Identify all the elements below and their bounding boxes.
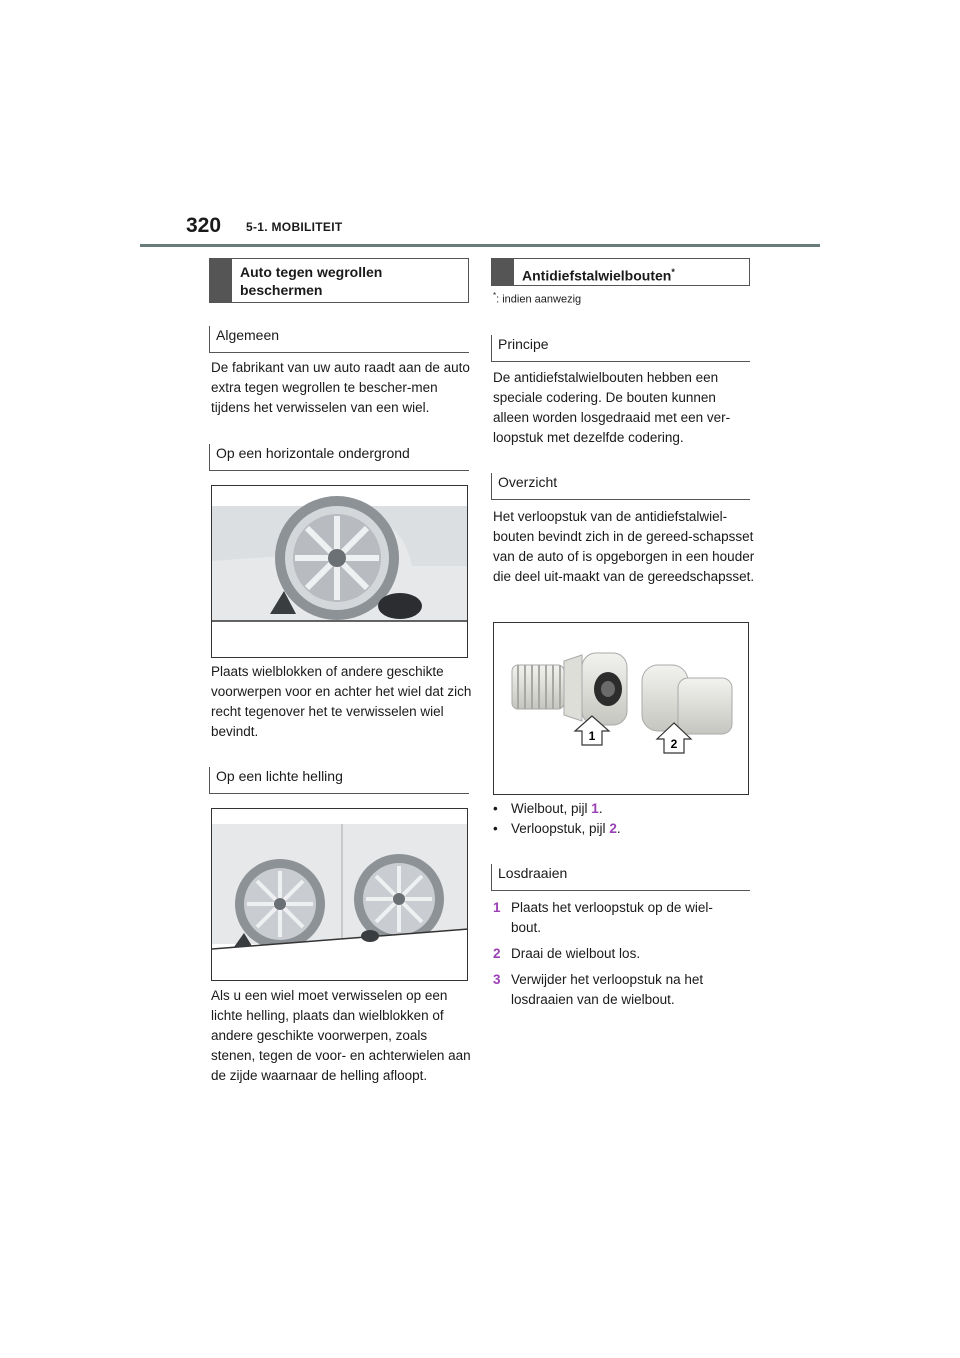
subheading-principle: Principe	[491, 335, 750, 362]
car-wheel-chock-illustration	[212, 486, 468, 658]
subheading-slope: Op een lichte helling	[209, 767, 469, 794]
subheading-overview: Overzicht	[491, 473, 750, 500]
slope-text: Als u een wiel moet verwisselen op een lichte helling, plaats dan wielblokken of andere geschikte voorwerpen, zoals stenen, tegen de voor- en achterwielen aan de zijde waarnaar de helling afloopt.	[211, 988, 471, 1083]
figure-label-1: 1	[588, 729, 596, 743]
chapter-title: 5-1. MOBILITEIT	[246, 220, 343, 234]
car-slope-illustration	[212, 809, 468, 981]
adapter	[642, 665, 732, 734]
header-rule	[140, 244, 820, 247]
subheading-general: Algemeen	[209, 326, 469, 353]
bullet-item: • Verloopstuk, pijl 2.	[493, 821, 621, 836]
heading-bar	[492, 259, 514, 285]
wheel-bolt	[512, 653, 627, 725]
step-item: 2 Draai de wielbout los.	[493, 946, 641, 961]
page-number: 320	[186, 214, 222, 237]
section-heading-wheel-chocks	[209, 258, 469, 303]
overview-text: Het verloopstuk van de antidiefstalwiel-bouten bevindt zich in de gereed-schapsset van de auto of is opgeborgen in een houder die deel uit-maakt van de gereedschapsset.	[493, 509, 755, 584]
section-heading-text: Auto tegen wegrollen beschermen	[240, 264, 383, 298]
section-heading-lock-bolts	[491, 258, 750, 286]
step-item: 1 Plaats het verloopstuk op de wiel-bout.	[493, 900, 713, 935]
figure-label-2: 2	[670, 737, 678, 751]
subheading-loosen: Losdraaien	[491, 864, 750, 891]
heading-bar	[210, 259, 232, 302]
flat-ground-text: Plaats wielblokken of andere geschikte voorwerpen voor en achter het wiel dat zich recht tegenover het te verwisselen wiel bevindt.	[211, 664, 472, 739]
general-text: De fabrikant van uw auto raadt aan de auto extra tegen wegrollen te bescher-men tijdens het verwisselen van een wiel.	[211, 360, 470, 415]
figure-flat-ground	[211, 485, 468, 658]
lock-bolt-illustration	[494, 623, 749, 795]
section-heading-text: Antidiefstalwielbouten*	[522, 267, 675, 284]
figure-lock-bolt	[493, 622, 749, 795]
footnote: *: indien aanwezig	[493, 291, 582, 306]
bullet-item: • Wielbout, pijl 1.	[493, 801, 603, 816]
step-item: 3 Verwijder het verloopstuk na het losdraaien van de wielbout.	[493, 972, 704, 1007]
principle-text: De antidiefstalwielbouten hebben een speciale codering. De bouten kunnen alleen worden losgedraaid met een ver-loopstuk met dezelfde codering.	[493, 370, 731, 445]
figure-slope	[211, 808, 468, 981]
subheading-flat-ground: Op een horizontale ondergrond	[209, 444, 469, 471]
